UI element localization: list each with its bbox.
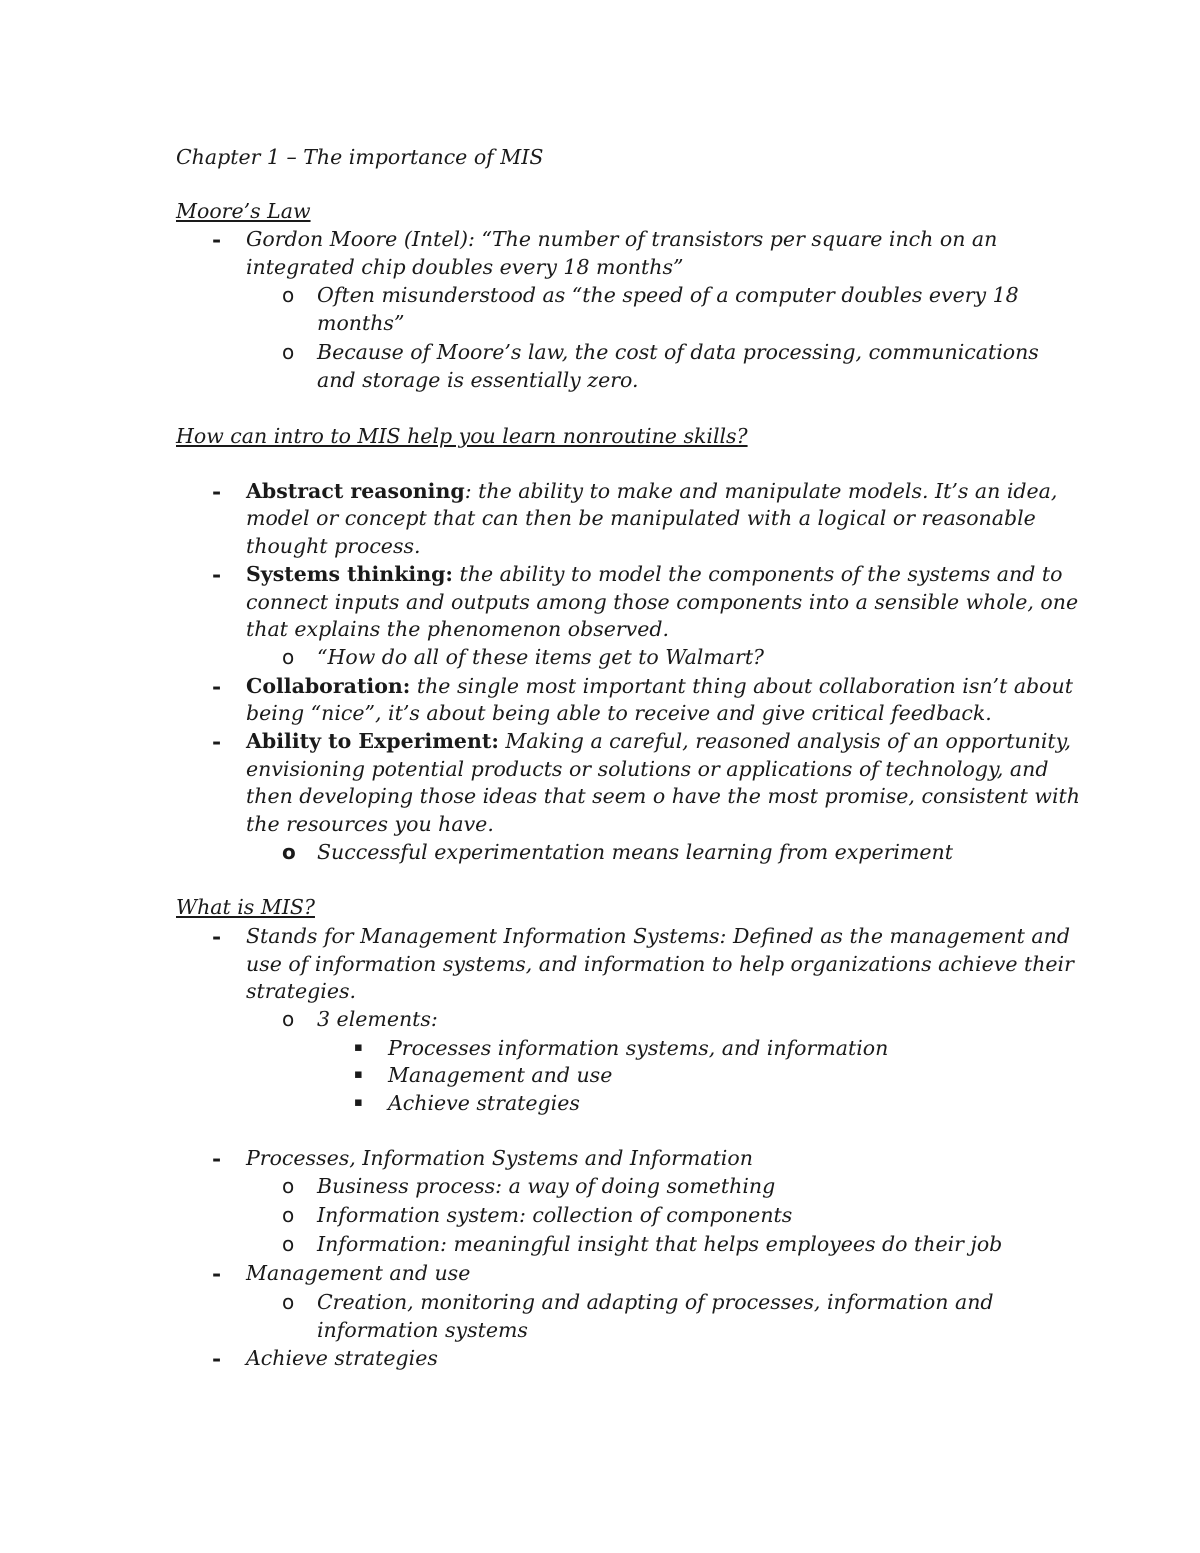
circle-bullet: o [282,1290,295,1314]
square-bullet: ▪ [354,1040,363,1055]
square-bullet: ▪ [354,1067,363,1082]
circle-bullet: o [282,1174,295,1198]
systems-thinking-line-1 [246,560,1062,588]
collaboration-line-1 [246,672,1073,700]
skills-heading: How can intro to MIS help you learn nonroutine skills? [176,424,748,448]
moore-sub-2-line-1: Because of Moore’s law, the cost of data processing, communications [317,340,1039,364]
dash-bullet: - [212,479,222,505]
experiment-term: Ability to Experiment: [246,729,499,753]
abstract-reasoning-line-2: model or concept that can then be manipulated with a logical or reasonable [246,506,1036,530]
what-is-mis-heading: What is MIS? [176,895,315,919]
circle-bullet: o [282,840,296,864]
moore-quote-line-2: integrated chip doubles every 18 months” [246,255,684,279]
abstract-reasoning-line-3: thought process. [246,534,421,558]
collaboration-text: the single most important thing about collaboration isn’t about [410,674,1073,698]
experiment-line-2: envisioning potential products or solutions or applications of technology, and [246,757,1049,781]
chapter-title: Chapter 1 – The importance of MIS [176,145,544,169]
experiment-text: Making a careful, reasoned analysis of an opportunity, [498,729,1072,753]
circle-bullet: o [282,645,295,669]
experiment-line-4: the resources you have. [246,812,494,836]
square-bullet: ▪ [354,1095,363,1110]
experiment-line-1 [246,727,1071,755]
abstract-reasoning-line-1 [246,477,1057,505]
element-item: Management and use [388,1063,613,1087]
abstract-reasoning-text: : the ability to make and manipulate models. It’s an idea, [464,479,1058,503]
collaboration-term: Collaboration: [246,674,411,698]
dash-bullet: - [212,1261,222,1287]
pisi-label: Processes, Information Systems and Information [246,1146,753,1170]
pisi-item: Business process: a way of doing something [317,1174,776,1198]
systems-thinking-text: the ability to model the components of the systems and to [453,562,1063,586]
experiment-sub: Successful experimentation means learning from experiment [317,840,953,864]
dash-bullet: - [212,1346,222,1372]
systems-thinking-line-3: that explains the phenomenon observed. [246,617,670,641]
mis-definition-line-2: use of information systems, and information to help organizations achieve their [246,952,1074,976]
dash-bullet: - [212,227,222,253]
circle-bullet: o [282,340,295,364]
mis-definition-line-1: Stands for Management Information Systems: Defined as the management and [246,924,1070,948]
pisi-item: Information system: collection of components [317,1203,793,1227]
systems-thinking-line-2: connect inputs and outputs among those components into a sensible whole, one [246,590,1079,614]
moore-quote-line-1: Gordon Moore (Intel): “The number of transistors per square inch on an [246,227,998,251]
circle-bullet: o [282,1007,295,1031]
dash-bullet: - [212,1146,222,1172]
mis-definition-line-3: strategies. [246,979,356,1003]
dash-bullet: - [212,729,222,755]
systems-thinking-sub: “How do all of these items get to Walmart? [317,645,765,669]
moore-sub-1-line-1: Often misunderstood as “the speed of a computer doubles every 18 [317,283,1019,307]
collaboration-line-2: being “nice”, it’s about being able to receive and give critical feedback. [246,701,992,725]
circle-bullet: o [282,1232,295,1256]
circle-bullet: o [282,1203,295,1227]
dash-bullet: - [212,924,222,950]
achieve-strategies-label: Achieve strategies [246,1346,438,1370]
pisi-item: Information: meaningful insight that helps employees do their job [317,1232,1003,1256]
experiment-line-3: then developing those ideas that seem o have the most promise, consistent with [246,784,1080,808]
dash-bullet: - [212,674,222,700]
systems-thinking-term: Systems thinking: [246,562,454,586]
moores-law-heading: Moore’s Law [176,199,311,223]
moore-sub-1-line-2: months” [317,311,405,335]
management-sub-line-2: information systems [317,1318,528,1342]
abstract-reasoning-term: Abstract reasoning [246,479,465,503]
management-sub-line-1: Creation, monitoring and adapting of processes, information and [317,1290,994,1314]
elements-label: 3 elements: [317,1007,438,1031]
element-item: Processes information systems, and information [388,1036,889,1060]
element-item: Achieve strategies [388,1091,580,1115]
moore-sub-2-line-2: and storage is essentially zero. [317,368,639,392]
management-use-label: Management and use [246,1261,471,1285]
dash-bullet: - [212,562,222,588]
circle-bullet: o [282,283,295,307]
